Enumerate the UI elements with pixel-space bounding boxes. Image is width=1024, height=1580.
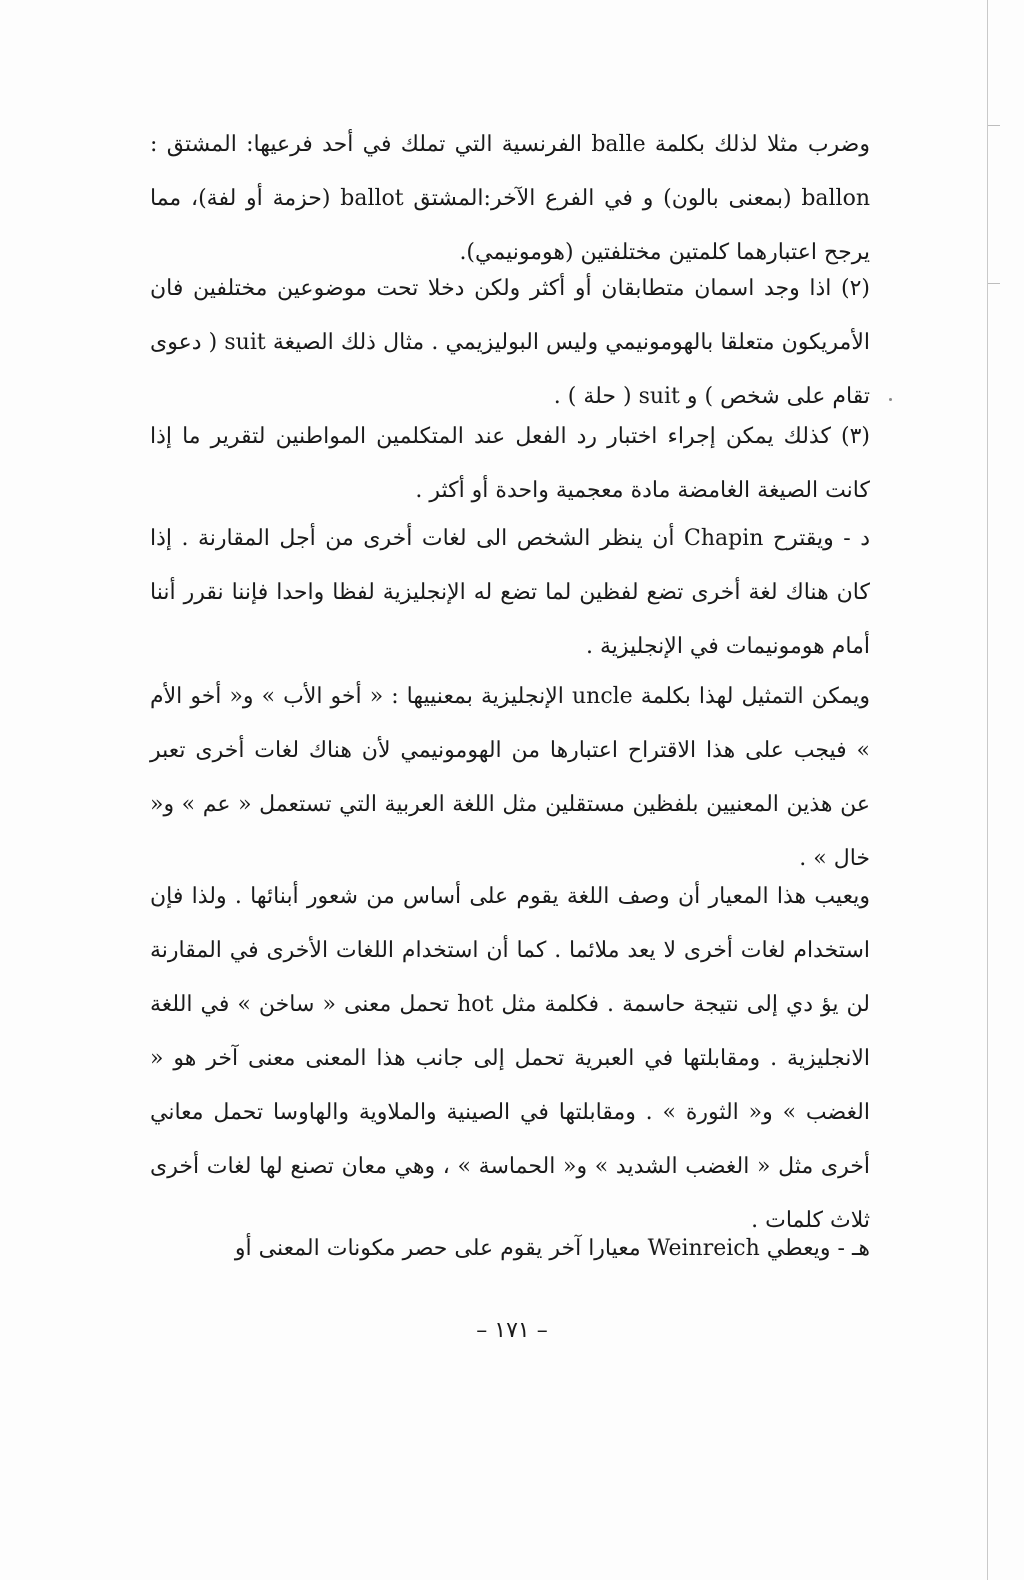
paragraph-weinreich: هـ - ويعطي Weinreich معيارا آخر يقوم على حصر مكونات المعنى أو bbox=[234, 1236, 870, 1261]
paragraph-chapin: د - ويقترح Chapin أن ينظر الشخص الى لغات أخرى من أجل المقارنة . إذا كان هناك لغة أخرى تضع لفظين لما تضع له الإنجليزية لفظا واحدا فإننا نقرر أننا أمام هومونيمات في الإنجليزية . bbox=[150, 526, 870, 659]
paragraph-uncle-example: ويمكن التمثيل لهذا بكلمة uncle الإنجليزية بمعنييها : « أخو الأب » و« أخو الأم » فيجب على هذا الاقتراح اعتبارها من الهومونيمي لأن هناك لغات أخرى تعبر عن هذين المعنيين بلفظين مستقلين مثل اللغة العربية التي تستعمل « عم » و« خال » . bbox=[150, 684, 870, 871]
edge-tick bbox=[988, 283, 1000, 284]
paragraph-criticism: ويعيب هذا المعيار أن وصف اللغة يقوم على أساس من شعور أبنائها . ولذا فإن استخدام لغات أخرى لا يعد ملائما . كما أن استخدام اللغات الأخرى في المقارنة لن يؤ دي إلى نتيجة حاسمة . فكلمة مثل hot تحمل معنى « ساخن » في اللغة الانجليزية . ومقابلتها في العبرية تحمل إلى جانب هذا المعنى معنى آخر هو « الغضب » و« الثورة » . ومقابلتها في الصينية والملاوية والهاوسا تحمل معاني أخرى مثل « الغضب الشديد » و« الحماسة » ، وهي معان تصنع لها لغات أخرى ثلاث كلمات . bbox=[150, 884, 871, 1233]
edge-tick bbox=[988, 125, 1000, 126]
paragraph-criterion-2: (٢) اذا وجد اسمان متطابقان أو أكثر ولكن دخلا تحت موضوعين مختلفين فان الأمريكون متعلقا بالهومونيمي وليس البوليزيمي . مثال ذلك الصيغة suit ( دعوى تقام على شخص ) و suit ( حلة ) . bbox=[150, 276, 871, 409]
page-number: – ١٧١ – bbox=[476, 1318, 548, 1343]
margin-dot bbox=[889, 398, 892, 401]
page-edge-line bbox=[987, 0, 988, 1580]
paragraph-balle-example: وضرب مثلا لذلك بكلمة balle الفرنسية التي تملك في أحد فرعيها: المشتق : ballon (بمعنى بالون) و في الفرع الآخر:المشتق ballot (حزمة أو لفة)، مما يرجح اعتبارهما كلمتين مختلفتين (هومونيمي). bbox=[150, 132, 870, 265]
paragraph-criterion-3: (٣) كذلك يمكن إجراء اختبار رد الفعل عند المتكلمين المواطنين لتقرير ما إذا كانت الصيغة الغامضة مادة معجمية واحدة أو أكثر . bbox=[150, 424, 870, 503]
